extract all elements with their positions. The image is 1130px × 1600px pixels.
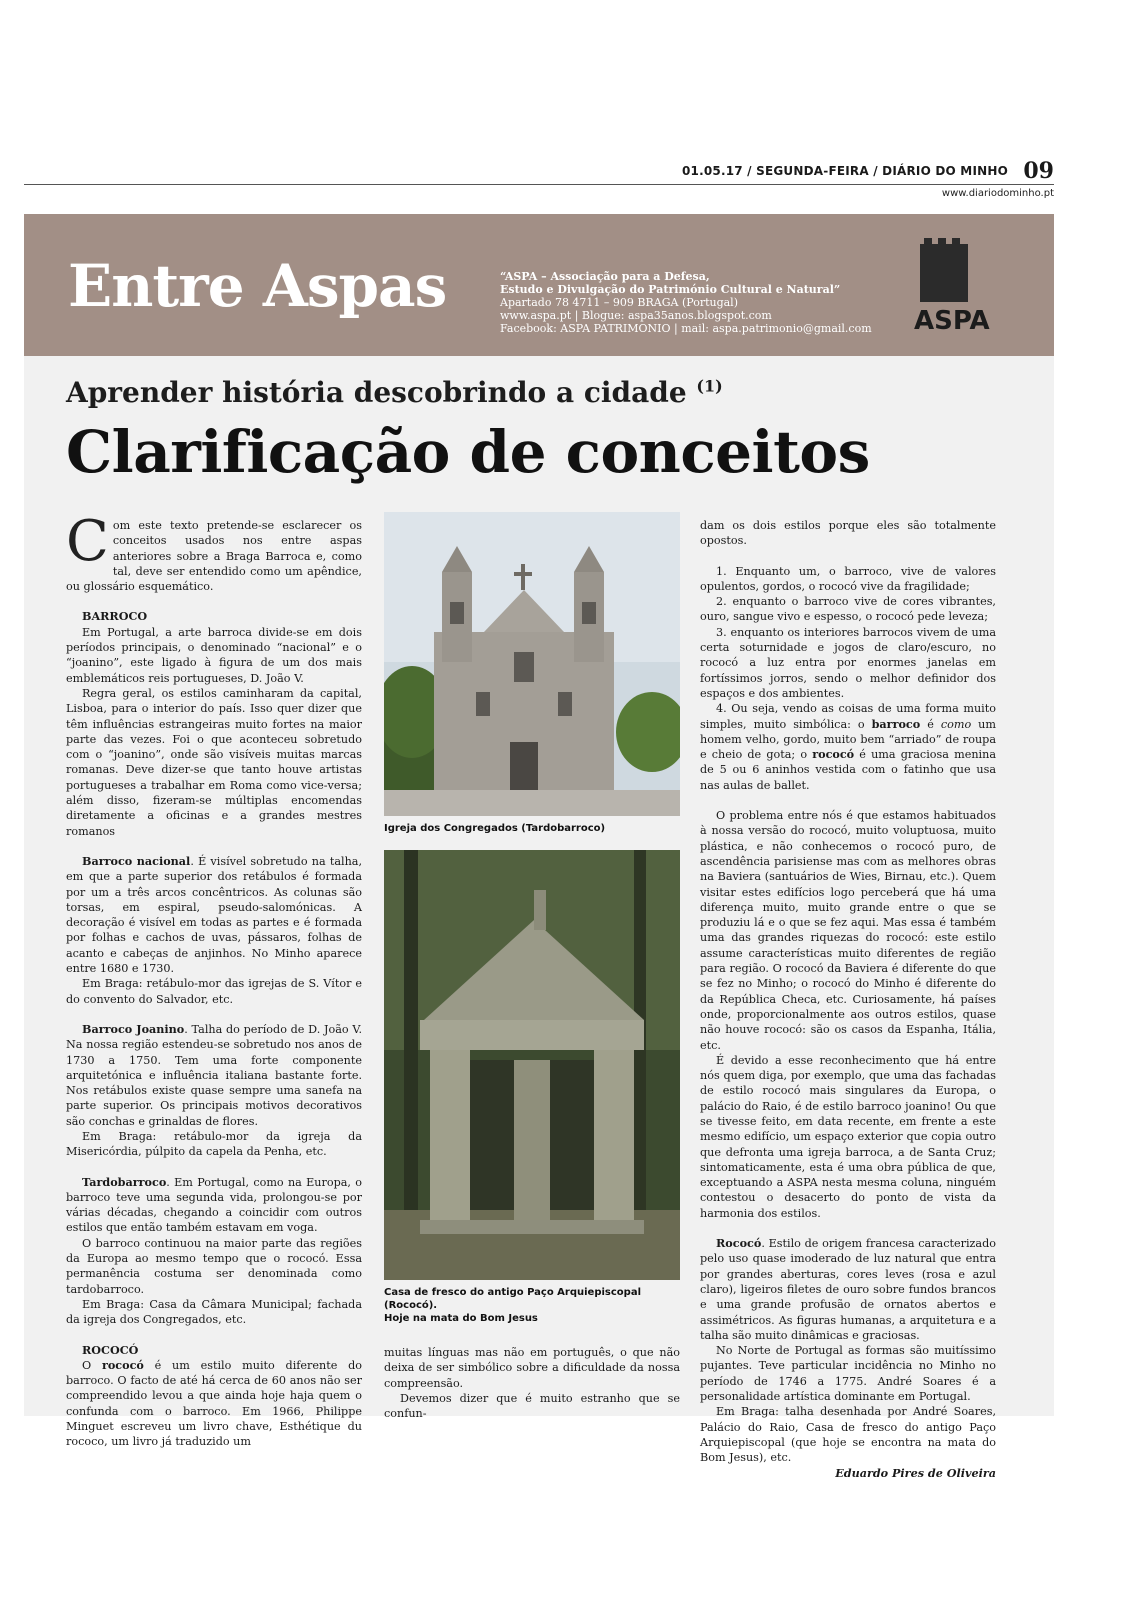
caption-photo-2: Casa de fresco do antigo Paço Arquiepiscopal (Rococó). Hoje na mata do Bom Jesus: [384, 1287, 641, 1324]
section-title: Entre Aspas: [68, 252, 447, 320]
page-number: 09: [1023, 158, 1054, 184]
nacional-braga: Em Braga: retábulo-mor das igrejas de S. Vítor e do convento do Salvador, etc.: [66, 977, 362, 1006]
author-signature: Eduardo Pires de Oliveira: [835, 1465, 996, 1480]
barroco-heading: BARROCO: [82, 609, 148, 624]
mid-paragraph-1: muitas línguas mas não em português, o que não deixa de ser simbólico sobre a dificuldade da nossa compreensão.: [384, 1346, 680, 1390]
org-address: Apartado 78 4711 – 909 BRAGA (Portugal): [500, 296, 738, 309]
org-name-1: “ASPA – Associação para a Defesa,: [500, 270, 710, 283]
list-item-2: 2. enquanto o barroco vive de cores vibrantes, ouro, sangue vivo e espesso, o rococó pede leveza;: [700, 595, 996, 624]
joanino-braga: Em Braga: retábulo-mor da igreja da Misericórdia, púlpito da capela da Penha, etc.: [66, 1129, 362, 1159]
rococo2-braga: Em Braga: talha desenhada por André Soares, Palácio do Raio, Casa de fresco do antigo Paço Arquiepiscopal (que hoje se encontra na mata do Bom Jesus), etc.: [700, 1405, 996, 1465]
tardo-paragraph: Tardobarroco. Em Portugal, como na Europa, o barroco teve uma segunda vida, prolongou-se por várias décadas, chegando a coincidir com outros estilos que então também estavam em voga.: [66, 1174, 362, 1235]
page-header: [24, 158, 1054, 185]
org-info: [500, 270, 872, 335]
barroco-p2: Regra geral, os estilos caminharam da capital, Lisboa, para o interior do país. Isso quer dizer que têm influências estrangeiras muito fortes na maior parte das vezes. Foi o que aconteceu sobretudo com o “joanino”, onde são visíveis muitas marcas romanas. Deve dizer-se que tanto houve artistas portugueses a trabalhar em Roma como vice-versa; além disso, fizeram-se múltiplas encomendas diretamente a oficinas e a grandes mestres romanos: [66, 686, 362, 838]
right-paragraph-5: O problema entre nós é que estamos habituados à nossa versão do rococó, muito voluptuosa, muito plástica, e não conhecemos o rococó puro, de ascendência parisiense mas com as melhores obras na Baviera (santuários de Wies, Birnau, etc.). Quem visitar estes edifícios logo perceberá que há uma diferença muito, muito grande entre o que se produziu lá e o que se fez aqui. Mas essa é também uma das grandes riquezas do rococó: este estilo assume características muito diferentes de região para região. O rococó da Baviera é diferente do que se fez no Minho; o rococó do Minho é diferente do da República Checa, etc. Curiosamente, há países onde, proporcionalmente aos outros estilos, quase não houve rococó: são os casos da Espanha, Itália, etc.: [700, 809, 996, 1052]
website-link[interactable]: www.diariodominho.pt: [941, 188, 1054, 199]
column-2-text: [384, 1345, 680, 1421]
right-paragraph-0: dam os dois estilos porque eles são totalmente opostos.: [700, 519, 996, 548]
rococo2-paragraph: Rococó. Estilo de origem francesa caracterizado pelo uso quase imoderado de luz natural que entra por grandes aberturas, cores leves (rosa e azul claro), ligeiros filetes de ouro sobre fundos brancos e uma grande profusão de ornatos abertos e assimétricos. As figuras humanas, a arquitetura e a talha são muito dinâmicas e graciosas.: [700, 1236, 996, 1342]
caption-photo-1: Igreja dos Congregados (Tardobarroco): [384, 823, 606, 834]
section-band: [24, 214, 1054, 356]
column-3: [700, 518, 996, 1481]
logo-text: ASPA: [914, 306, 990, 336]
list-item-3: 3. enquanto os interiores barrocos vivem de uma certa soturnidade e jogos de claro/escuro, no rococó a luz entra por enormes janelas em fortíssimos jorros, sendo o melhor definidor dos espaços e dos ambientes.: [700, 625, 996, 700]
joanino-paragraph: Barroco Joanino. Talha do período de D. João V. Na nossa região estendeu-se sobretudo nos anos de 1730 a 1750. Tem uma forte componente arquitetónica e influência italiana bastante forte. Nos retábulos existe quase sempre uma sanefa na parte superior. Os principais motivos decorativos são conchas e grinaldas de flores.: [66, 1021, 363, 1128]
org-name-2: Estudo e Divulgação do Património Cultural e Natural”: [500, 283, 841, 296]
list-item-4: 4. Ou seja, vendo as coisas de uma forma muito simples, muito simbólica: o barroco é como um homem velho, gordo, muito bem “arriado” de roupa e cheio de gota; o rococó é uma graciosa menina de 5 ou 6 aninhos vestida com o fatinho que usa nas aulas de ballet.: [700, 702, 996, 792]
barroco-p1: Em Portugal, a arte barroca divide-se em dois períodos principais, o denominado “nacional” e o “joanino”, este ligado à figura de um dos mais emblemáticos reis portugueses, D. João V.: [66, 625, 362, 685]
photo-casa-de-fresco: [384, 850, 680, 1280]
tardo-braga: Em Braga: Casa da Câmara Municipal; fachada da igreja dos Congregados, etc.: [66, 1297, 362, 1327]
date-info: 01.05.17 / SEGUNDA-FEIRA / DIÁRIO DO MINHO: [681, 164, 1008, 178]
tower-icon: [920, 244, 968, 302]
right-paragraph-6: É devido a esse reconhecimento que há entre nós quem diga, por exemplo, que uma das fachadas de estilo rococó mais singulares da Europa, o palácio do Raio, é de estilo barroco joanino! Ou que se tivesse feito, em data recente, em frente a este mesmo edifício, um espaço exterior que copia outro que defronta uma igreja barroca, a de Santa Cruz; sintomaticamente, esta é uma obra pública de que, exceptuando a ASPA nesta mesma coluna, ninguém contestou o desacerto do ponto de vista da harmonia dos estilos.: [700, 1053, 996, 1220]
kicker-note: (1): [696, 376, 723, 396]
nacional-paragraph: Barroco nacional. É visível sobretudo na talha, em que a parte superior dos retábulos é formada por um a três arcos concêntricos. As colunas são torsas, em espiral, pseudo-salomónicas. A decoração é visível em todas as partes e é formada por folhas e cachos de uvas, pássaros, folhas de acanto e cabeças de anjinhos. No Minho aparece entre 1680 e 1730.: [66, 853, 362, 976]
rococo-heading: ROCOCÓ: [82, 1342, 139, 1357]
intro-paragraph: Com este texto pretende-se esclarecer os conceitos usados nos entre aspas anteriores sobre a Braga Barroca e, como tal, deve ser entendido como um apêndice, ou glossário esquemático.: [66, 509, 362, 594]
column-1: [66, 509, 363, 1450]
photo-congregados: [384, 512, 680, 816]
drop-cap: C: [66, 509, 109, 574]
org-web[interactable]: www.aspa.pt | Blogue: aspa35anos.blogspot.com: [500, 309, 772, 322]
rococo2-paragraph-2: No Norte de Portugal as formas são muitíssimo pujantes. Teve particular incidência no Minho no período de 1746 a 1775. André Soares é a personalidade artística dominante em Portugal.: [700, 1344, 996, 1404]
article-kicker: Aprender história descobrindo a cidade $^{(1)}$: [66, 376, 723, 409]
rococo-paragraph: O rococó é um estilo muito diferente do barroco. O facto de até há cerca de 60 anos não ser compreendido levou a que ainda hoje haja quem o confunda com o barroco. Em 1966, Philippe Minguet escreveu um livro chave, Esthétique du rococo, um livro já traduzido um: [66, 1357, 362, 1449]
org-social[interactable]: Facebook: ASPA PATRIMONIO | mail: aspa.patrimonio@gmail.com: [500, 322, 872, 335]
aspa-logo: [912, 236, 998, 336]
article-title: Clarificação de conceitos: [66, 418, 870, 486]
list-item-1: 1. Enquanto um, o barroco, vive de valores opulentos, gordos, o rococó vive da fragilidade;: [700, 564, 996, 593]
tardo-paragraph-2: O barroco continuou na maior parte das regiões da Europa ao mesmo tempo que o rococó. Essa permanência costuma ser denominada como tardobarroco.: [66, 1236, 362, 1296]
mid-paragraph-2: Devemos dizer que é muito estranho que se confun-: [384, 1391, 680, 1421]
